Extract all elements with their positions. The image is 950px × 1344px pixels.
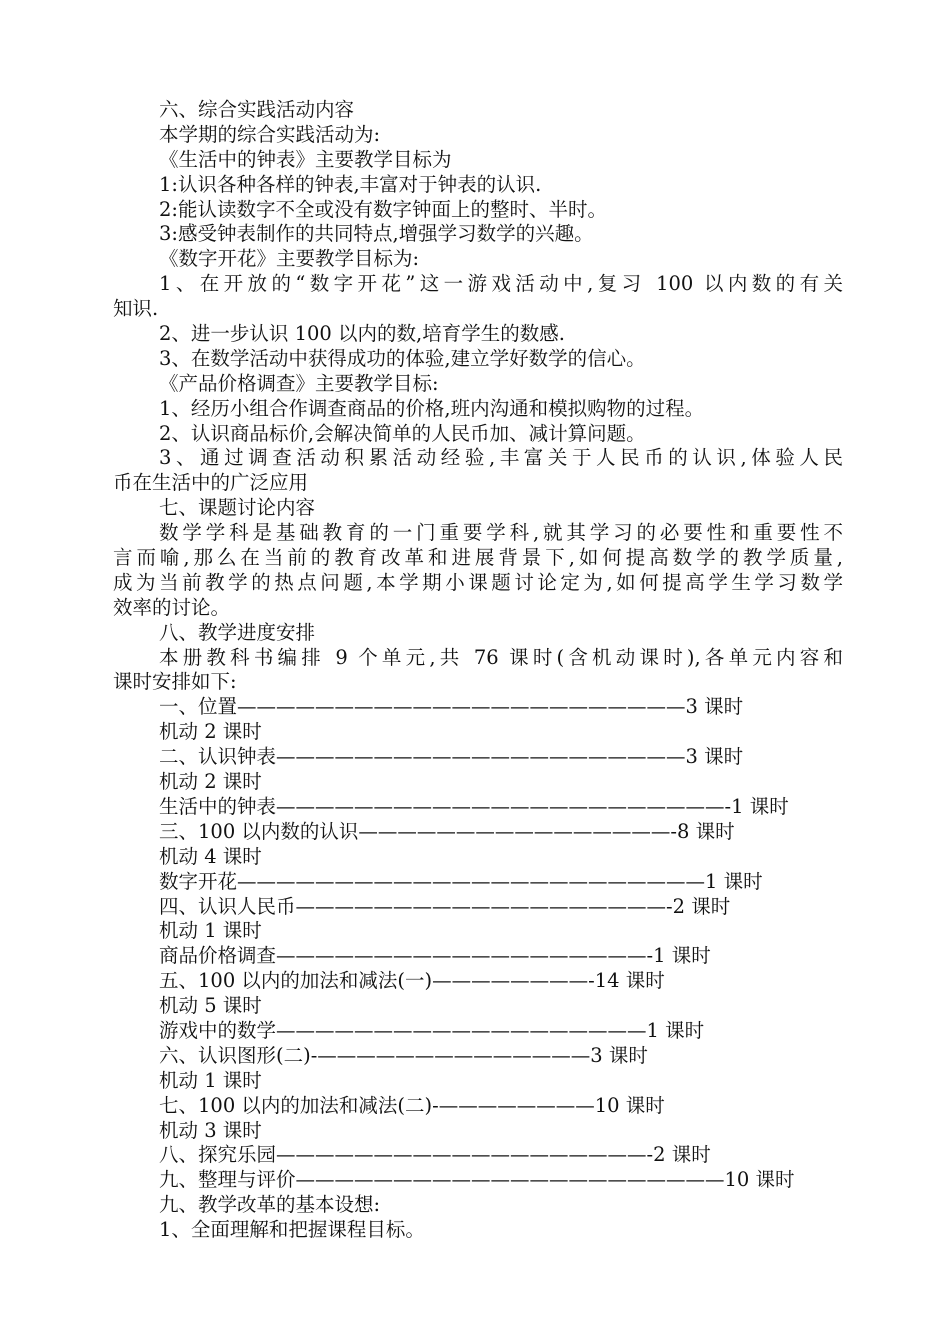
text-line: 游戏中的数学———————————————————1 课时	[159, 1018, 705, 1042]
text-line: 九、教学改革的基本设想:	[159, 1193, 381, 1217]
text-line: 知识.	[113, 297, 159, 321]
text-line: 机动 5 课时	[159, 994, 262, 1018]
text-line: 生活中的钟表———————————————————————-1 课时	[159, 794, 789, 818]
text-line: 八、探究乐园———————————————————-2 课时	[159, 1143, 711, 1167]
text-line: 五、100 以内的加法和减法(一)————————-14 课时	[159, 969, 665, 993]
text-line: 六、综合实践活动内容	[159, 98, 355, 121]
text-line: 3:感受钟表制作的共同特点,增强学习数学的兴趣。	[159, 222, 594, 246]
text-line: 2:能认读数字不全或没有数字钟面上的整时、半时。	[159, 197, 607, 221]
text-line: 机动 3 课时	[159, 1118, 262, 1142]
text-line: 效率的讨论。	[113, 595, 231, 619]
text-line: 二、认识钟表—————————————————————3 课时	[159, 745, 744, 769]
text-line: 1:认识各种各样的钟表,丰富对于钟表的认识.	[159, 172, 542, 196]
document-body	[113, 98, 843, 1243]
text-line: 机动 2 课时	[159, 720, 262, 744]
text-line: 四、认识人民币———————————————————-2 课时	[159, 894, 731, 918]
text-line: 九、整理与评价——————————————————————10 课时	[159, 1168, 795, 1192]
document-page	[113, 98, 843, 1243]
text-line: 数学学科是基础教育的一门重要学科,就其学习的必要性和重要性不	[159, 521, 843, 545]
text-line: 数字开花————————————————————————1 课时	[159, 869, 763, 893]
text-line: 机动 4 课时	[159, 844, 262, 868]
text-line: 三、100 以内数的认识————————————————-8 课时	[159, 819, 735, 843]
text-line: 《产品价格调查》主要教学目标:	[159, 371, 439, 395]
text-line: 言而喻,那么在当前的教育改革和进展背景下,如何提高数学的教学质量,	[113, 546, 843, 570]
text-line: 机动 1 课时	[159, 1068, 262, 1092]
text-line: 《数字开花》主要教学目标为:	[159, 247, 420, 271]
text-line: 课时安排如下:	[113, 670, 237, 694]
text-line: 1、全面理解和把握课程目标。	[159, 1218, 425, 1242]
text-line: 2、认识商品标价,会解决简单的人民币加、减计算问题。	[159, 421, 646, 445]
text-line: 七、100 以内的加法和减法(二)-————————10 课时	[159, 1093, 665, 1117]
text-line: 《生活中的钟表》主要教学目标为	[159, 147, 452, 171]
text-line: 3、通过调查活动积累活动经验,丰富关于人民币的认识,体验人民	[159, 446, 843, 470]
text-line: 本册教科书编排 9 个单元,共 76 课时(含机动课时),各单元内容和	[159, 645, 843, 669]
text-line: 2、进一步认识 100 以内的数,培育学生的数感.	[159, 322, 565, 346]
text-line: 1、经历小组合作调查商品的价格,班内沟通和模拟购物的过程。	[159, 396, 705, 420]
text-line: 机动 1 课时	[159, 919, 262, 943]
text-line: 机动 2 课时	[159, 770, 262, 794]
text-line: 八、教学进度安排	[159, 620, 316, 644]
text-line: 成为当前教学的热点问题,本学期小课题讨论定为,如何提高学生学习数学	[113, 570, 843, 594]
text-line: 1、在开放的“数字开花”这一游戏活动中,复习 100 以内数的有关	[159, 272, 843, 296]
text-line: 商品价格调查———————————————————-1 课时	[159, 944, 711, 968]
text-line: 币在生活中的广泛应用	[113, 471, 309, 495]
text-line: 本学期的综合实践活动为:	[159, 122, 381, 146]
text-line: 七、课题讨论内容	[159, 496, 316, 520]
text-line: 六、认识图形(二)-——————————————3 课时	[159, 1043, 648, 1067]
text-line: 3、在数学活动中获得成功的体验,建立学好数学的信心。	[159, 346, 646, 370]
text-line: 一、位置———————————————————————3 课时	[159, 695, 744, 719]
